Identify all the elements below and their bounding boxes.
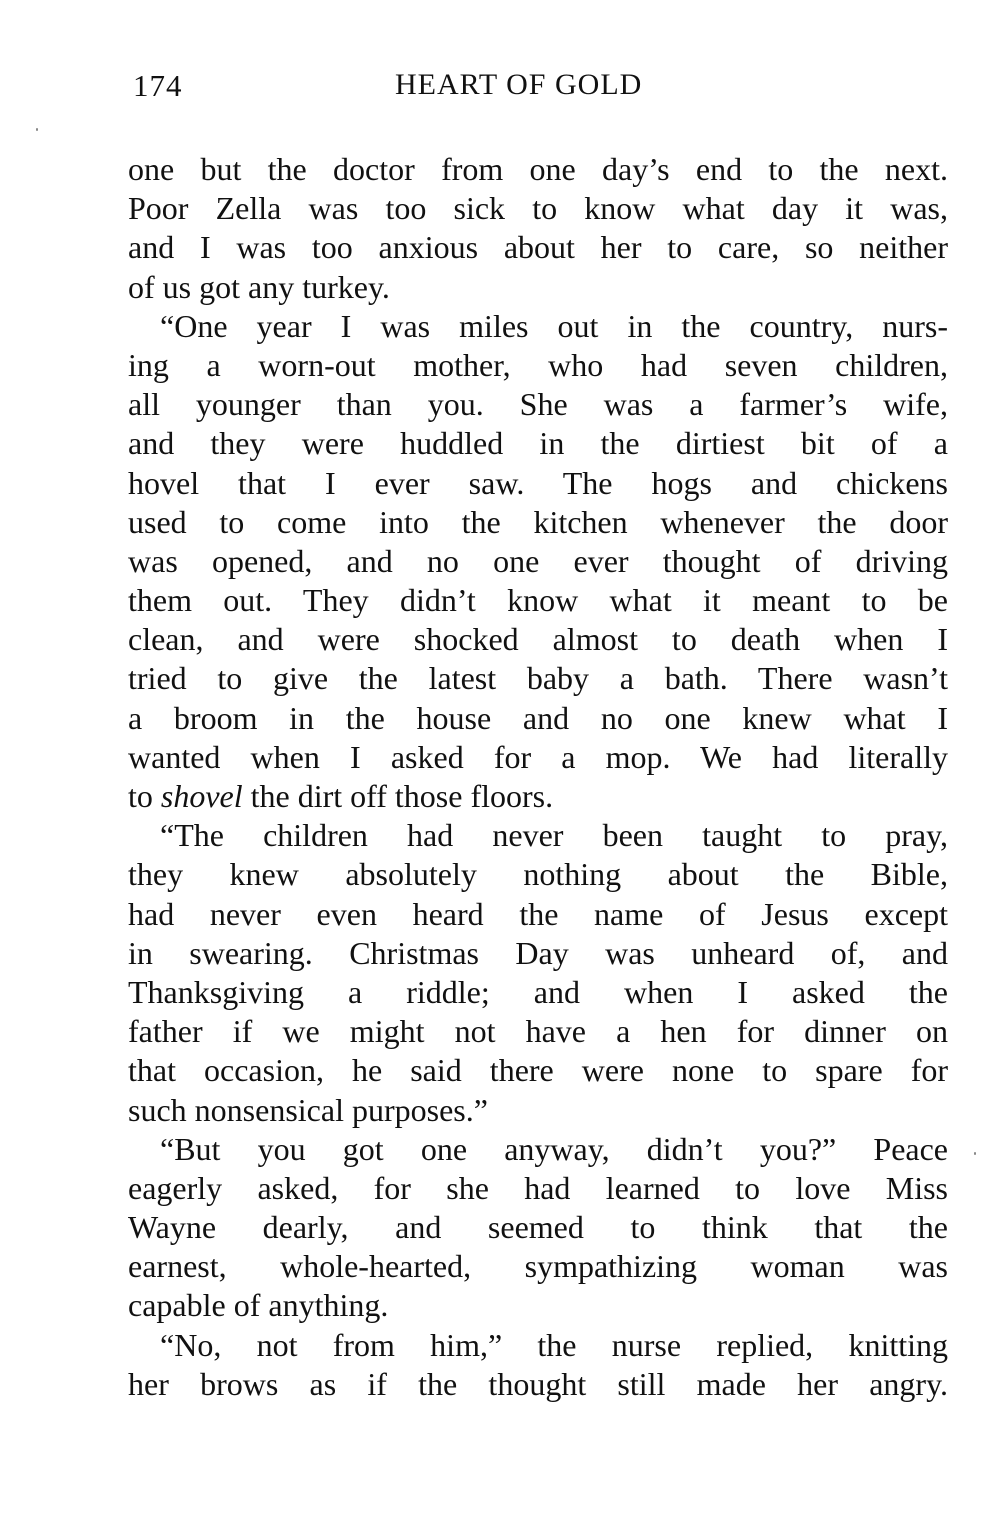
text-line: Thanksgiving a riddle; and when I asked the xyxy=(128,973,948,1010)
text-line: used to come into the kitchen whenever the door xyxy=(128,503,948,540)
text-line: ing a worn-out mother, who had seven children, xyxy=(128,346,948,383)
text-line: them out. They didn’t know what it meant to be xyxy=(128,582,948,619)
text-line: capable of anything. xyxy=(128,1287,389,1324)
italic-word: shovel xyxy=(160,778,243,814)
paragraph-4 xyxy=(128,1130,948,1326)
text-line: hovel that I ever saw. The hogs and chickens xyxy=(128,464,948,501)
scan-speck xyxy=(974,1152,976,1155)
text-line: Wayne dearly, and seemed to think that the xyxy=(128,1209,948,1246)
text-line: and I was too anxious about her to care, so neither xyxy=(128,229,948,266)
text-line: her brows as if the thought still made her angry. xyxy=(128,1365,948,1402)
text-line: “The children had never been taught to pray, xyxy=(160,817,948,854)
text-line: earnest, whole-hearted, sympathizing woman was xyxy=(128,1248,948,1285)
scan-speck xyxy=(36,128,38,131)
text-line: had never even heard the name of Jesus except xyxy=(128,895,948,932)
text-line: in swearing. Christmas Day was unheard of, and xyxy=(128,934,948,971)
text-line: “No, not from him,” the nurse replied, knitting xyxy=(160,1326,948,1363)
paragraph-5 xyxy=(128,1326,948,1404)
text-line: they knew absolutely nothing about the Bible, xyxy=(128,856,948,893)
text-line: one but the doctor from one day’s end to the next. xyxy=(128,151,948,187)
text-line: eagerly asked, for she had learned to love Miss xyxy=(128,1169,948,1206)
page-number: 174 xyxy=(133,68,183,103)
text-line: wanted when I asked for a mop. We had literally xyxy=(128,738,948,775)
text-line: Poor Zella was too sick to know what day it was, xyxy=(128,190,948,227)
text-line: all younger than you. She was a farmer’s wife, xyxy=(128,386,948,423)
text-line: a broom in the house and no one knew what I xyxy=(128,699,948,736)
text-line: “One year I was miles out in the country, nurs- xyxy=(160,307,948,344)
paragraph-3 xyxy=(128,816,948,1130)
text-fragment: to xyxy=(128,778,161,814)
text-line: father if we might not have a hen for dinner on xyxy=(128,1013,948,1050)
body-text xyxy=(128,150,948,1404)
paragraph-1 xyxy=(128,150,948,307)
book-title: HEART OF GOLD xyxy=(395,68,643,101)
text-line: “But you got one anyway, didn’t you?” Peace xyxy=(160,1130,948,1167)
text-line: was opened, and no one ever thought of driving xyxy=(128,542,948,579)
text-line xyxy=(128,777,948,816)
running-head xyxy=(133,68,945,112)
text-line: clean, and were shocked almost to death when I xyxy=(128,621,948,658)
paragraph-2 xyxy=(128,307,948,816)
text-line: tried to give the latest baby a bath. There wasn’t xyxy=(128,660,948,697)
text-line: of us got any turkey. xyxy=(128,268,390,305)
text-fragment: the dirt off those floors. xyxy=(242,778,554,814)
text-line: that occasion, he said there were none to spare for xyxy=(128,1052,948,1089)
text-line: and they were huddled in the dirtiest bit of a xyxy=(128,425,948,462)
text-line: such nonsensical purposes.” xyxy=(128,1091,488,1128)
